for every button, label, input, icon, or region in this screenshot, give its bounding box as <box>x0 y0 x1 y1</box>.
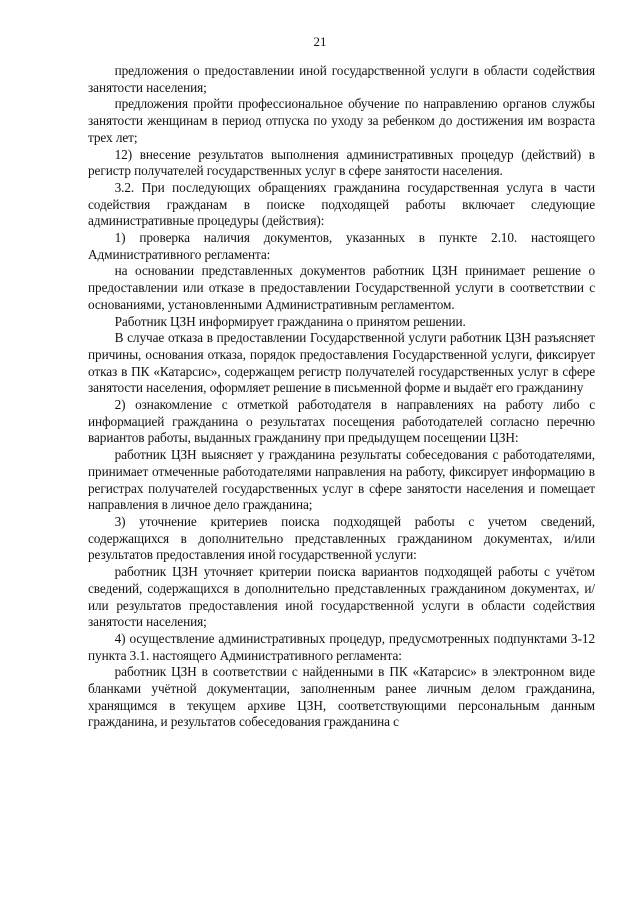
paragraph: 3.2. При последующих обращениях гражданина государственная услуга в части содействия гражданам в поиске подходящей работы включает следующие административные процедуры (действия): <box>88 179 595 229</box>
paragraph: 1) проверка наличия документов, указанных в пункте 2.10. настоящего Административного регламента: <box>88 230 595 262</box>
paragraph: предложения пройти профессиональное обучение по направлению органов службы занятости женщинам в период отпуска по уходу за ребенком до достижения им возраста трех лет; <box>88 96 595 145</box>
paragraph: В случае отказа в предоставлении Государственной услуги работник ЦЗН разъясняет причины, основания отказа, порядок предоставления Государственной услуги, фиксирует отказ в ПК «Катарсис», содержащем регистр получателей государственных услуг в сфере занятости населения, оформляет решение в письменной форме и выдаёт его гражданину <box>88 330 595 396</box>
document-body <box>88 63 595 731</box>
paragraph: работник ЦЗН выясняет у гражданина результаты собеседования с работодателями, принимает отмеченные работодателями направления на работу, фиксирует информацию в регистрах получателей государственных услуг в сфере занятости населения и помещает направления в личное дело гражданина; <box>88 447 595 513</box>
paragraph: работник ЦЗН уточняет критерии поиска вариантов подходящей работы с учётом сведений, содержащихся в дополнительно представленных гражданином документах, и/или результатов предоставления иной государственной услуги в области содействия занятости населения; <box>88 564 595 630</box>
paragraph: предложения о предоставлении иной государственной услуги в области содействия занятости населения; <box>88 63 595 95</box>
paragraph: 12) внесение результатов выполнения административных процедур (действий) в регистр получателей государственных услуг в сфере занятости населения. <box>88 146 595 179</box>
paragraph: работник ЦЗН в соответствии с найденными в ПК «Катарсис» в электронном виде бланками учётной документации, заполненным ранее личным делом гражданина, хранящимся в текущем архиве ЦЗН, соответствующими персональным данным гражданина, и результатов собеседования гражданина с <box>88 664 595 730</box>
paragraph: на основании представленных документов работник ЦЗН принимает решение о предоставлении или отказе в предоставлении Государственной услуги в соответствии с основаниями, установленными Административным регламентом. <box>88 263 595 312</box>
paragraph: 3) уточнение критериев поиска подходящей работы с учетом сведений, содержащихся в дополнительно представленных гражданином документах, и/или результатов предоставления иной государственной услуги: <box>88 513 595 563</box>
page-number: 21 <box>313 34 327 49</box>
paragraph: 2) ознакомление с отметкой работодателя в направлениях на работу либо с информацией гражданина о результатах посещения работодателей согласно перечню вариантов работы, выданных гражданину при предыдущем посещении ЦЗН: <box>88 397 595 446</box>
paragraph: Работник ЦЗН информирует гражданина о принятом решении. <box>114 313 466 329</box>
paragraph: 4) осуществление административных процедур, предусмотренных подпунктами 3-12 пункта 3.1. настоящего Административного регламента: <box>88 630 595 663</box>
